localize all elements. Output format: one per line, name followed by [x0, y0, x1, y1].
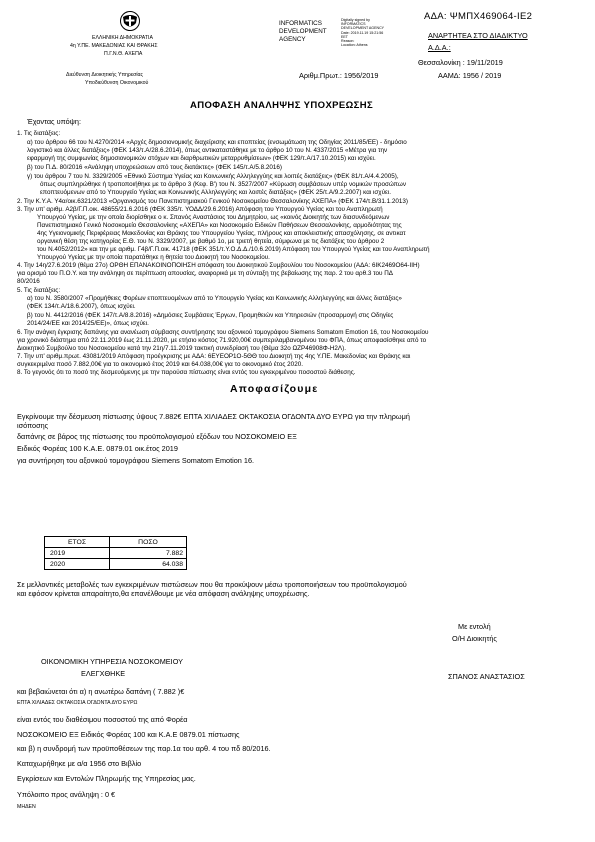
- body-line: εφαρμογή της συμφωνίας δημοσιονομικών στόχων και διαρθρωτικών μεταρρυθμίσεων» (ΦΕΚ 129/τ.Α/17.10.2015) και ισχύει.: [27, 155, 376, 162]
- body-line: Υπουργού Υγείας με την οποία παρατάθηκε η θητεία του Διοικητή του Νοσοκομείου.: [37, 254, 270, 261]
- ministry-line-2: 4η Υ.ΠΕ. ΜΑΚΕΔΟΝΙΑΣ ΚΑΙ ΘΡΑΚΗΣ: [70, 43, 158, 49]
- considering-label: Έχοντας υπόψη:: [27, 117, 81, 126]
- body-line: για ορισμό του Π.Ο.Υ. και την ανάληψη σε περίπτωση απουσίας, αναφορικά με τη σύνταξη της βεβαίωσης της παρ. 2 του αρθ.3 του ΠΔ: [17, 270, 393, 277]
- year-cell: 2019: [45, 548, 110, 559]
- finance-certify-words: ΕΠΤΑ ΧΙΛΙΑΔΕΣ ΟΚΤΑΚΟΣΙΑ ΟΓΔΟΝΤΑ ΔΥΟ ΕΥΡΩ: [17, 700, 138, 706]
- body-line: 1. Τις διατάξεις:: [17, 130, 61, 137]
- table-header-row: [45, 537, 187, 548]
- future-line: και εφόσον κρίνεται απαραίτητο,θα επανέλθουμε με νέα απόφαση ανάληψης υποχρέωσης.: [17, 589, 310, 598]
- finance-remaining-words: ΜΗΔΕΝ: [17, 804, 36, 810]
- greek-emblem: [120, 11, 140, 31]
- body-line: Πανεπιστημιακό Γενικό Νοσοκομείο Θεσσαλονίκης «ΑΧΕΠΑ» και Νοσοκομείο Ειδικών Παθήσεων Θεσσαλονίκης, αρμοδιότητας της: [37, 222, 402, 229]
- body-line: 3. Την υπ' αριθμ. Α2β/Γ.Π.οικ. 48655/21.6.2016 (ΦΕΚ 335/τ. ΥΟΔΔ/29.6.2016) Απόφαση του Υπουργού Υγείας και του Αναπληρωτή: [17, 206, 383, 213]
- body-line: 2. Την Κ.Υ.Α. Υ4α/οικ.6321/2013 «Οργανισμός του Πανεπιστημιακού Γενικού Νοσοκομείου Θεσσαλονίκης ΑΧΕΠΑ» (ΦΕΚ 174/τ.Β/31.1.2013): [17, 198, 409, 205]
- ada-label: Α.Δ.Α.:: [428, 43, 451, 52]
- signature-entoli: Με εντολή: [458, 622, 491, 631]
- body-line: β) του Π.Δ. 80/2016 «Ανάληψη υποχρεώσεων από τους διατάκτες» (ΦΕΚ 145/τ.Α/5.8.2016): [27, 164, 282, 171]
- table-row: [45, 559, 187, 570]
- decision-heading: Αποφασίζουμε: [230, 383, 319, 395]
- body-line: α) του Ν. 3580/2007 «Προμήθειες Φορέων εποπτευομένων από το Υπουργείο Υγείας και Κοινωνικής Αλληλεγγύης και άλλες διατάξεις»: [27, 295, 402, 302]
- finance-registered: Καταχωρήθηκε με α/α 1956 στο Βιβλίο: [17, 759, 142, 768]
- body-line: συγκεκριμένα ποσό 7.882,00€ για το οικονομικό έτος 2019 και 64.038,00€ για το οικονομικό έτος 2020.: [17, 361, 303, 368]
- approve-line: ισόποσης: [17, 421, 49, 430]
- ministry-line-1: ΕΛΛΗΝΙΚΗ ΔΗΜΟΚΡΑΤΙΑ: [92, 35, 153, 41]
- body-line: 80/2016: [17, 278, 40, 285]
- finance-book: Εγκρίσεων και Εντολών Πληρωμής της Υπηρεσίας μας.: [17, 774, 196, 783]
- body-line: όπως συμπληρώθηκε ή τροποποιήθηκε με το άρθρο 3 (Κεφ. Β') του Ν. 3527/2007 «Κύρωση συμβάσεων υπέρ νομικών προσώπων: [40, 181, 406, 188]
- service-line-2: Υποδιεύθυνση Οικονομικού: [85, 80, 149, 86]
- body-line: Υπουργού Υγείας, με την οποία διορίσθηκε ο κ. Σπανός Αναστάσιος του Δημητρίου, ως «κοινός Διοικητής των διασυνδεόμενων: [37, 214, 390, 221]
- finance-certify: και βεβαιώνεται ότι α) η ανωτέρω δαπάνη ( 7.882 )€: [17, 687, 185, 696]
- service-line-1: Διεύθυνση Διοικητικής Υπηρεσίας: [66, 72, 144, 78]
- body-line: 8. Το γεγονός ότι το ποσό της δεσμευόμενης με την παρούσα πίστωσης είναι εντός του εγκεκριμένου ποσοστού διάθεσης.: [17, 369, 356, 376]
- place-date: Θεσσαλονίκη : 19/11/2019: [418, 58, 503, 67]
- emblem-icon: [120, 11, 140, 31]
- body-line: 7. Την υπ' αριθμ.πρωτ. 43081/2019 Απόφαση προέγκρισης με ΑΔΑ: 6ΕΥΕΟΡ1Ο-5ΘΘ του Διοικητή της 4ης Υ.ΠΕ. Μακεδονίας και Θράκης και: [17, 353, 411, 360]
- ada-top: ΑΔΑ: ΨΜΠΧ469064-ΙΕ2: [424, 11, 533, 22]
- ministry-line-3: Π.Γ.Ν.Θ. ΑΧΕΠΑ: [104, 51, 143, 57]
- body-line: 2014/24/ΕΕ και 2014/25/ΕΕ)», όπως ισχύει.: [27, 320, 149, 327]
- body-line: του Ν.4052/2012» και την με αριθμ. Γ4β/Γ.Π.οικ. 41718 (ΦΕΚ 351/τ.Υ.Ο.Δ.Δ./10.6.2019) Απόφαση του Υπουργού Υγείας και του Αναπληρωτή: [37, 246, 430, 253]
- body-line: 5. Τις διατάξεις:: [17, 287, 61, 294]
- body-line: 4ης Υγειονομικής Περιφέρειας Μακεδονίας και Θράκης του Υπουργείου Υγείας, πλήρους και αποκλειστικής απασχόλησης, σε αντικατ: [37, 230, 406, 237]
- stamp-line: Date: 2019.11.19 15:21:56: [341, 30, 384, 35]
- body-line: (ΦΕΚ 134/τ.Α/18.6.2007), όπως ισχύει.: [27, 303, 136, 310]
- finance-credit: ΝΟΣΟΚΟΜΕΙΟ ΕΞ Ειδικός Φορέας 100 και Κ.Α.Ε 0879.01 πίστωσης: [17, 730, 240, 739]
- signature-role: Ο/Η Διοικητής: [452, 634, 497, 643]
- body-line: οργανική θέση της κατηγορίας Ε.Θ. του Ν. 3329/2007, με βαθμό 1ο, με τριετή θητεία, σύμφωνα με τις διατάξεις του άρθρου 2: [37, 238, 385, 245]
- posted-label: ΑΝΑΡΤΗΤΕΑ ΣΤΟ ΔΙΑΔΙΚΤΥΟ: [428, 31, 528, 40]
- col-year-header: ΕΤΟΣ: [45, 537, 110, 548]
- body-line: εποπτευόμενων από το Υπουργείο Υγείας και Κοινωνικής Αλληλεγγύης και λοιπές διατάξεις» (ΦΕΚ 25/τ.Α/9.2.2007) και ισχύει.: [40, 189, 392, 196]
- body-line: για χρονικό διάστημα από 22.11.2019 έως 21.11.2020, με ετήσιο κόστος 71.920,00€ συμπεριλαμβανομένου του ΦΠΑ, όπως αποφασίσθηκε από το: [17, 337, 427, 344]
- infotag-line-2: DEVELOPMENT: [279, 28, 327, 35]
- finance-checked: ΕΛΕΓΧΘΗΚΕ: [81, 669, 126, 678]
- body-line: γ) του άρθρου 7 του Ν. 3329/2005 «Εθνικό Σύστημα Υγείας και Κοινωνικής Αλληλεγγύης και λοιπές διατάξεις» (ΦΕΚ 81/τ.Α/4.4.2005),: [27, 173, 399, 180]
- finance-service: ΟΙΚΟΝΟΜΙΚΗ ΥΠΗΡΕΣΙΑ ΝΟΣΟΚΟΜΕΙΟΥ: [41, 657, 184, 666]
- stamp-line: Digitally signed by: [341, 18, 370, 22]
- stamp-line: EET: [341, 34, 348, 39]
- finance-condition: και β) η συνδρομή των προϋποθέσεων της παρ.1α του αρθ. 4 του πδ 80/2016.: [17, 744, 271, 753]
- table-row: [45, 548, 187, 559]
- signature-name: ΣΠΑΝΟΣ ΑΝΑΣΤΑΣΙΟΣ: [448, 672, 525, 681]
- aamd-number: ΑΑΜΔ: 1956 / 2019: [438, 71, 502, 80]
- year-cell: 2020: [45, 559, 110, 570]
- protocol-number: Αριθμ.Πρωτ.: 1956/2019: [299, 71, 379, 80]
- amount-cell: 64.038: [110, 559, 187, 570]
- future-line: Σε μελλοντικές μεταβολές των εγκεκριμένων πιστώσεων που θα προκύψουν μέσω τροποποιήσεων του προϋπολογισμού: [17, 580, 407, 589]
- body-line: 4. Την 14η/27.6.2019 (θέμα 27ο) ΟΡΘΗ ΕΠΑΝΑΚΟΙΝΟΠΟΙΗΣΗ απόφαση του Διοικητικού Συμβουλίου του Νοσοκομείου (ΑΔΑ: 6ΙΚ2469Ο64-ΙΙΗ): [17, 262, 420, 269]
- col-amount-header: ΠΟΣΟ: [110, 537, 187, 548]
- page-title: ΑΠΟΦΑΣΗ ΑΝΑΛΗΨΗΣ ΥΠΟΧΡΕΩΣΗΣ: [190, 100, 374, 111]
- body-line: 6. Την ανάγκη έγκρισης δαπάνης για ανανέωση σύμβασης συντήρησης του αξονικού τομογράφου Siemens Somatom Emotion 16, του Νοσοκομείου: [17, 329, 429, 336]
- body-line: α) του άρθρου 66 του Ν.4270/2014 «Αρχές δημοσιονομικής διαχείρισης και εποπτείας (ενσωμάτωση της Οδηγίας 2011/85/ΕΕ) - δημόσιο: [27, 139, 407, 146]
- approve-line: Ειδικός Φορέας 100 Κ.Α.Ε. 0879.01 οικ.έτος 2019: [17, 444, 178, 453]
- infotag-line-1: INFORMATICS: [279, 20, 322, 27]
- approve-line: δαπάνης σε βάρος της πίστωσης του προϋπολογισμού εξόδων του ΝΟΣΟΚΟΜΕΙΟ ΕΞ: [17, 432, 297, 441]
- amount-cell: 7.882: [110, 548, 187, 559]
- body-line: β) του Ν. 4412/2016 (ΦΕΚ 147/τ.Α/8.8.2016) «Δημόσιες Συμβάσεις Έργων, Προμηθειών και Υπηρεσιών (προσαρμογή στις Οδηγίες: [27, 312, 394, 319]
- stamp-line: Reason:: [341, 39, 355, 44]
- body-line: λογιστικό και άλλες διατάξεις» (ΦΕΚ 143/τ.Α/28.6.2014), όπως αντικαταστάθηκε με το άρθρο 10 του Ν. 4337/2015 «Μέτρα για την: [27, 147, 388, 154]
- approve-line: για συντήρηση του αξονικού τομογράφου Siemens Somatom Emotion 16.: [17, 456, 255, 465]
- stamp-line: Location: Athens: [341, 43, 368, 48]
- stamp-line: INFORMATICS: [341, 22, 366, 27]
- approve-line: Εγκρίνουμε την δέσμευση πίστωσης ύψους 7.882€ ΕΠΤΑ ΧΙΛΙΑΔΕΣ ΟΚΤΑΚΟΣΙΑ ΟΓΔΟΝΤΑ ΔΥΟ ΕΥΡΩ για την πληρωμή: [17, 412, 410, 421]
- stamp-line: DEVELOPMENT AGENCY: [341, 26, 385, 31]
- finance-within: είναι εντός του διαθέσιμου ποσοστού της από Φορέα: [17, 715, 188, 724]
- body-line: Διοικητικό Συμβούλιο του Νοσοκομείου κατά την 21η/7.11.2019 τακτική συνεδρίασή του (Θέμα 32ο ΩΖΡ46908Φ-Η2Λ).: [17, 345, 346, 352]
- amounts-table: [44, 536, 187, 570]
- infotag-line-3: AGENCY: [279, 36, 306, 43]
- digital-signature-stamp: [341, 18, 384, 47]
- finance-remaining: Υπόλοιπο προς ανάληψη : 0 €: [17, 790, 116, 799]
